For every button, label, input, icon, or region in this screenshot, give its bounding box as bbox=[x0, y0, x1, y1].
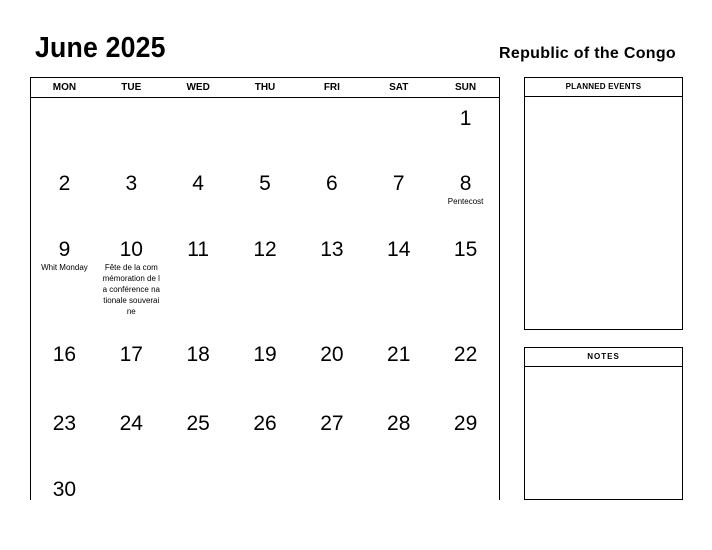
calendar-day-cell bbox=[365, 229, 432, 334]
calendar-day-cell bbox=[31, 229, 98, 334]
calendar-day-cell bbox=[365, 469, 432, 521]
calendar-day-cell bbox=[365, 98, 432, 163]
day-number: 11 bbox=[187, 238, 210, 261]
day-number: 30 bbox=[52, 478, 77, 501]
notes-heading: NOTES bbox=[525, 348, 682, 367]
day-number: 22 bbox=[453, 343, 478, 366]
calendar-day-cell bbox=[98, 403, 165, 469]
calendar-day-cell bbox=[31, 163, 98, 229]
calendar-day-cell bbox=[165, 98, 232, 163]
calendar-day-cell bbox=[432, 229, 499, 334]
calendar-day-cell bbox=[365, 334, 432, 403]
calendar-day-cell bbox=[165, 469, 232, 521]
day-number bbox=[298, 98, 365, 108]
calendar-day-cell bbox=[232, 403, 299, 469]
calendar-day-cell bbox=[98, 469, 165, 521]
calendar-day-cell bbox=[298, 403, 365, 469]
day-number: 3 bbox=[125, 172, 138, 195]
calendar-day-cell bbox=[365, 163, 432, 229]
weekday-tue: TUE bbox=[121, 82, 142, 93]
calendar-week-row bbox=[31, 98, 499, 163]
calendar-week-row bbox=[31, 469, 499, 521]
day-number: 8 bbox=[459, 172, 472, 195]
day-number: 7 bbox=[392, 172, 405, 195]
day-number: 9 bbox=[58, 238, 71, 261]
day-number: 24 bbox=[119, 412, 143, 435]
planned-events-heading: PLANNED EVENTS bbox=[525, 78, 682, 97]
day-number: 14 bbox=[387, 238, 411, 261]
calendar-week-row bbox=[31, 334, 499, 403]
day-number: 1 bbox=[459, 107, 472, 130]
calendar-day-cell bbox=[165, 229, 232, 334]
weekday-sun: SUN bbox=[455, 82, 477, 93]
notes-panel bbox=[524, 347, 683, 500]
calendar-day-cell bbox=[298, 334, 365, 403]
day-number: 6 bbox=[326, 172, 338, 195]
calendar-day-cell bbox=[432, 334, 499, 403]
calendar-week-row bbox=[31, 403, 499, 469]
day-number: 19 bbox=[253, 343, 277, 366]
day-number: 20 bbox=[320, 343, 344, 366]
holiday-label: Pentecost bbox=[447, 197, 484, 206]
day-number: 12 bbox=[253, 238, 277, 261]
day-number bbox=[365, 98, 432, 108]
calendar-day-cell bbox=[31, 469, 98, 521]
day-number bbox=[232, 469, 299, 479]
holiday-label: Whit Monday bbox=[41, 263, 88, 272]
calendar-day-cell bbox=[98, 98, 165, 163]
day-number bbox=[365, 469, 432, 479]
day-number bbox=[31, 98, 98, 108]
calendar-day-cell bbox=[298, 163, 365, 229]
weekday-header-row bbox=[31, 78, 499, 98]
calendar-day-cell bbox=[232, 334, 299, 403]
day-number bbox=[432, 469, 499, 479]
day-number: 16 bbox=[52, 343, 77, 366]
day-number: 29 bbox=[453, 412, 478, 435]
country-name: Republic of the Congo bbox=[499, 45, 676, 62]
day-number: 10 bbox=[119, 238, 143, 261]
day-number: 26 bbox=[253, 412, 277, 435]
day-number: 17 bbox=[119, 343, 143, 366]
calendar-day-cell bbox=[165, 334, 232, 403]
calendar-week-row bbox=[31, 163, 499, 229]
weekday-mon: MON bbox=[52, 82, 77, 93]
day-number bbox=[298, 469, 365, 479]
calendar-day-cell bbox=[432, 469, 499, 521]
calendar-day-cell bbox=[432, 98, 499, 163]
day-number bbox=[98, 469, 165, 479]
planned-events-panel bbox=[524, 77, 683, 330]
day-number: 5 bbox=[259, 172, 271, 195]
day-number: 21 bbox=[387, 343, 411, 366]
holiday-label: Fête de la commémoration de la conférence nationale souveraine bbox=[102, 263, 160, 316]
weekday-fri: FRI bbox=[323, 82, 340, 93]
day-number: 27 bbox=[320, 412, 344, 435]
day-number: 28 bbox=[387, 412, 411, 435]
calendar-weeks bbox=[31, 98, 499, 521]
calendar-grid bbox=[30, 77, 500, 500]
calendar-day-cell bbox=[298, 98, 365, 163]
calendar-week-row bbox=[31, 229, 499, 334]
calendar-day-cell bbox=[165, 403, 232, 469]
calendar-day-cell bbox=[232, 163, 299, 229]
calendar-day-cell bbox=[298, 469, 365, 521]
calendar-day-cell bbox=[31, 334, 98, 403]
calendar-day-cell bbox=[298, 229, 365, 334]
calendar-day-cell bbox=[165, 163, 232, 229]
day-number bbox=[165, 469, 232, 479]
calendar-day-cell bbox=[98, 163, 165, 229]
calendar-day-cell bbox=[432, 403, 499, 469]
weekday-wed: WED bbox=[186, 82, 210, 93]
calendar-day-cell bbox=[31, 403, 98, 469]
calendar-day-cell bbox=[232, 229, 299, 334]
day-number bbox=[232, 98, 299, 108]
day-number: 13 bbox=[320, 238, 344, 261]
month-title: June 2025 bbox=[35, 32, 166, 64]
calendar-day-cell bbox=[365, 403, 432, 469]
day-number: 15 bbox=[453, 238, 478, 261]
calendar-day-cell bbox=[98, 229, 165, 334]
day-number: 4 bbox=[192, 172, 204, 195]
calendar-day-cell bbox=[432, 163, 499, 229]
calendar-day-cell bbox=[98, 334, 165, 403]
day-number bbox=[98, 98, 165, 108]
calendar-day-cell bbox=[232, 469, 299, 521]
day-number bbox=[165, 98, 232, 108]
calendar-day-cell bbox=[232, 98, 299, 163]
weekday-thu: THU bbox=[254, 82, 276, 93]
calendar-day-cell bbox=[31, 98, 98, 163]
day-number: 2 bbox=[58, 172, 71, 195]
day-number: 23 bbox=[52, 412, 77, 435]
day-number: 25 bbox=[186, 412, 210, 435]
weekday-sat: SAT bbox=[389, 82, 409, 93]
day-number: 18 bbox=[186, 343, 210, 366]
